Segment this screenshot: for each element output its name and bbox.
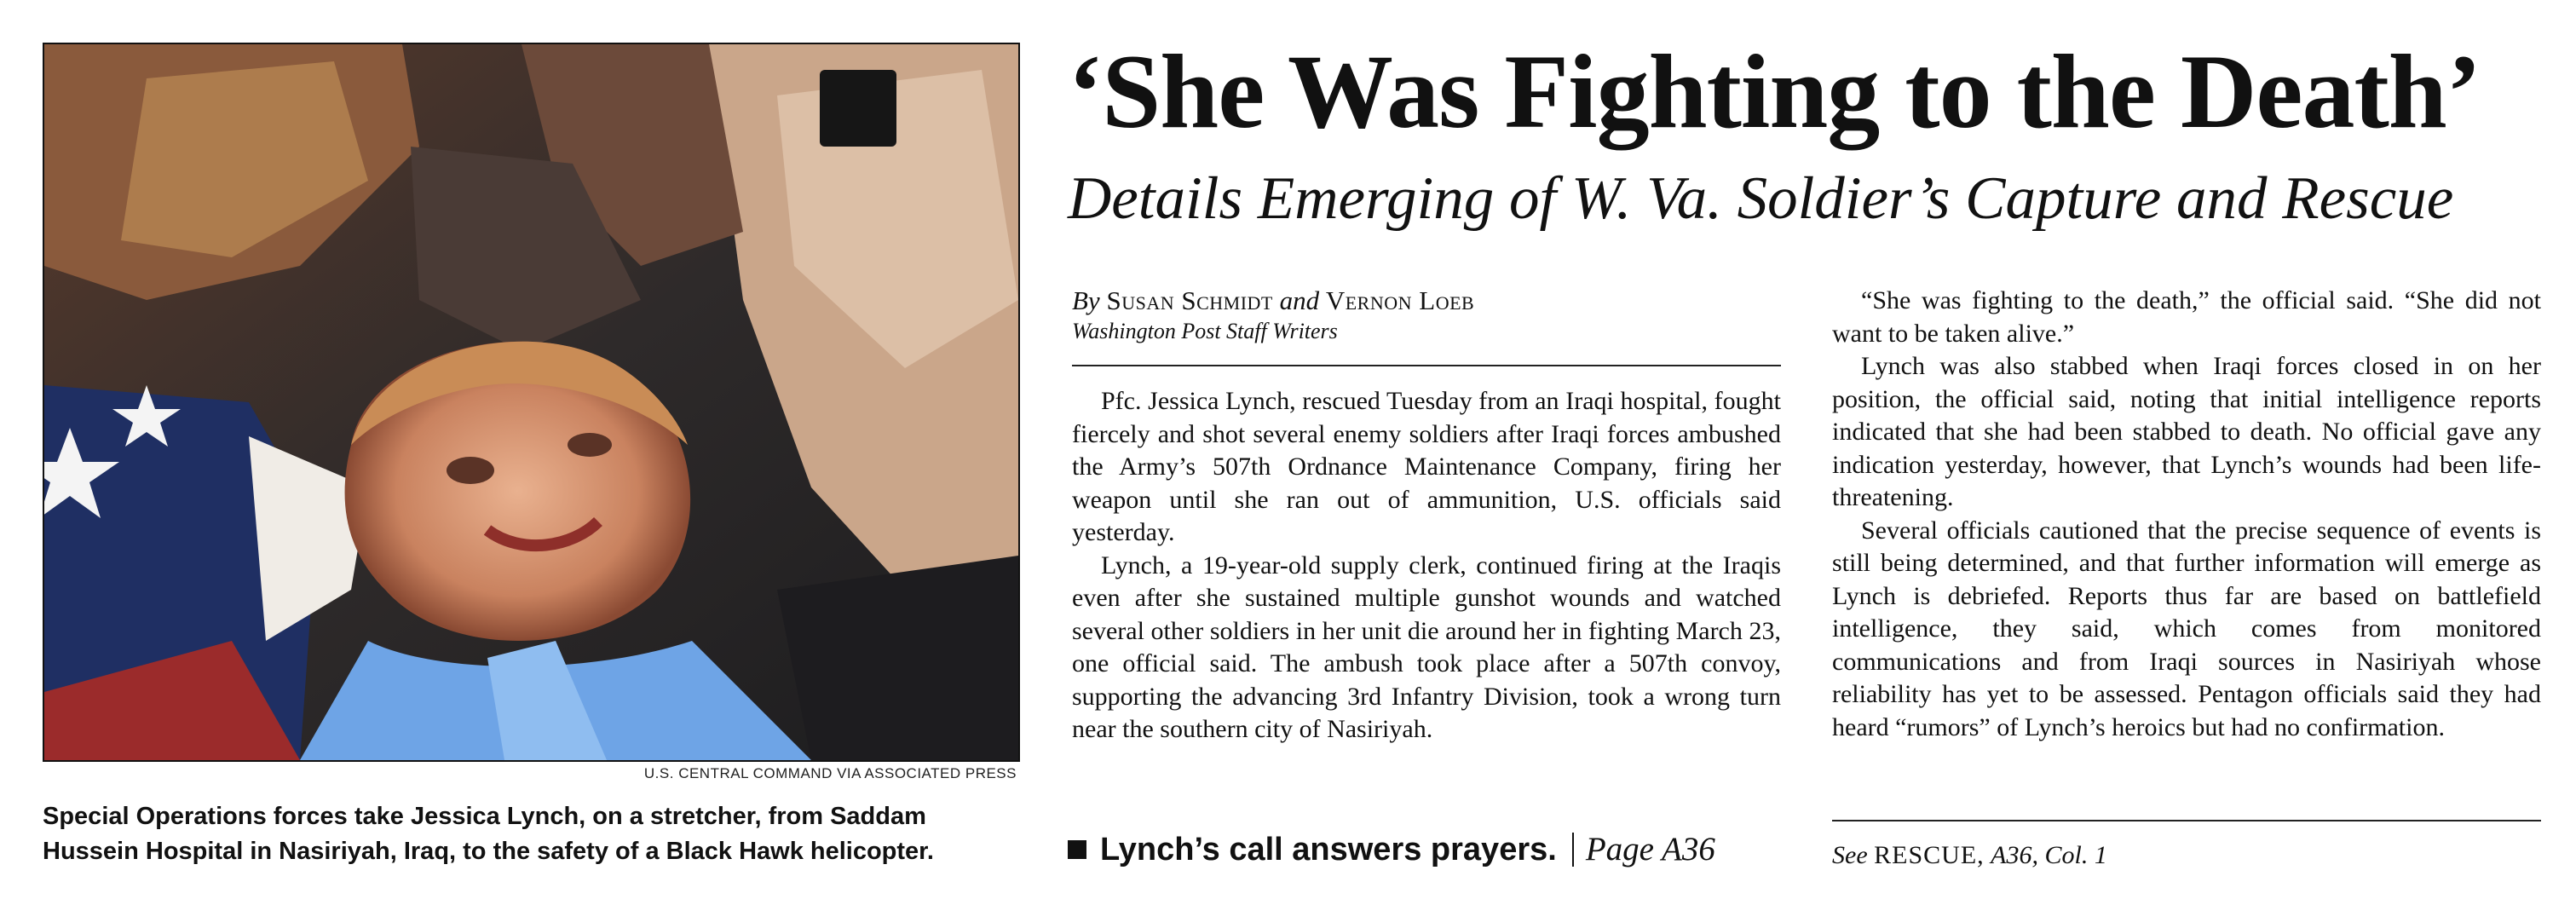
column-divider bbox=[1832, 820, 2541, 821]
byline-author-1: Susan Schmidt bbox=[1106, 285, 1273, 315]
subheadline: Details Emerging of W. Va. Soldier’s Capture and Rescue bbox=[1068, 165, 2454, 232]
jump-line[interactable] bbox=[1832, 839, 2107, 873]
photo-illustration bbox=[44, 44, 1018, 760]
byline-prefix: By bbox=[1072, 285, 1100, 315]
related-story-promo[interactable] bbox=[1068, 828, 1715, 871]
byline bbox=[1072, 285, 1474, 317]
article-paragraph: Pfc. Jessica Lynch, rescued Tuesday from an Iraqi hospital, fought fiercely and shot several enemy soldiers after Iraqi forces ambushed the Army’s 507th Ordnance Maintenance Company, firing her weapon until she ran out of ammunition, U.S. officials said yesterday. bbox=[1072, 387, 1781, 546]
square-bullet-icon bbox=[1068, 840, 1086, 859]
photo-caption: Special Operations forces take Jessica Lynch, on a stretcher, from Saddam Hussein Hospital in Nasiriyah, Iraq, to the safety of a Black Hawk helicopter. bbox=[43, 803, 934, 865]
article-paragraph: Lynch, a 19-year-old supply clerk, continued firing at the Iraqis even after she sustained multiple gunshot wounds and watched several other soldiers in her unit die around her in fighting March 23, one official said. The ambush took place after a 507th convoy, supporting the advancing 3rd Infantry Division, took a wrong turn near the southern city of Nasiriyah. bbox=[1072, 550, 1781, 743]
news-photo bbox=[43, 43, 1020, 762]
jump-page: A36, Col. 1 bbox=[1991, 841, 2107, 869]
jump-keyword: RESCUE, bbox=[1874, 841, 1985, 869]
promo-page-ref: Page A36 bbox=[1585, 831, 1715, 868]
article-column-2 bbox=[1832, 285, 2541, 744]
jump-see: See bbox=[1832, 841, 1868, 869]
byline-and: and bbox=[1279, 285, 1320, 315]
byline-author-2: Vernon Loeb bbox=[1325, 285, 1475, 315]
article-column-1 bbox=[1072, 385, 1781, 746]
headline: ‘She Was Fighting to the Death’ bbox=[1068, 33, 2481, 150]
promo-separator bbox=[1572, 833, 1574, 867]
article-paragraph: Several officials cautioned that the precise sequence of events is still being determined, and that further information will emerge as Lynch is debriefed. Reports thus far are based on battlefield intelligence, they said, which comes from monitored communications and from Iraqi sources in Nasiriyah whose reliability has yet to be assessed. Pentagon officials said they had heard “rumors” of Lynch’s heroics but had no confirmation. bbox=[1832, 516, 2541, 741]
promo-text: Lynch’s call answers prayers. bbox=[1100, 832, 1557, 868]
byline-staff: Washington Post Staff Writers bbox=[1072, 319, 1338, 343]
photo-credit: U.S. CENTRAL COMMAND VIA ASSOCIATED PRESS bbox=[643, 765, 1017, 781]
byline-divider bbox=[1072, 365, 1781, 366]
article-paragraph: Lynch was also stabbed when Iraqi forces closed in on her position, the official said, noting that initial intelligence reports indicated that she had been stabbed to death. No official gave any indication yesterday, however, that Lynch’s wounds had been life-threatening. bbox=[1832, 352, 2541, 511]
article-paragraph: “She was fighting to the death,” the official said. “She did not want to be taken alive.” bbox=[1832, 286, 2541, 348]
